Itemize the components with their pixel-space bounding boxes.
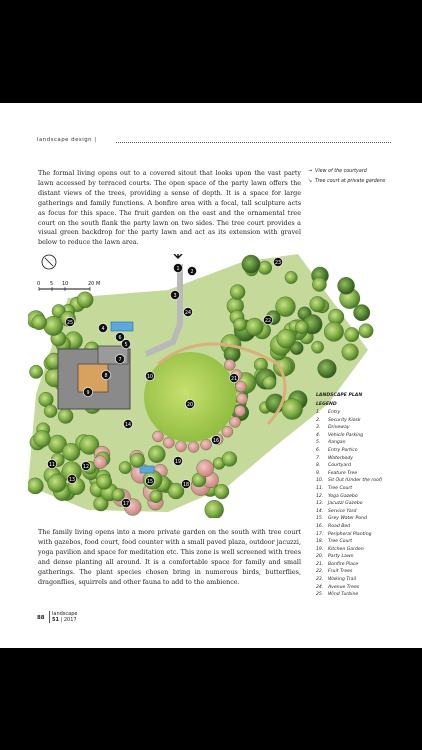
legend-title: LANDSCAPE PLAN xyxy=(316,393,363,398)
legend-item xyxy=(316,577,416,585)
plan-marker-label: 7 xyxy=(118,357,122,363)
entry-arrow xyxy=(174,254,182,258)
tree-canopy xyxy=(112,488,125,501)
tree-canopy xyxy=(44,316,63,335)
caption-courtyard xyxy=(308,169,418,179)
legend-item xyxy=(316,539,416,547)
scale-label-0: 0 xyxy=(37,281,41,287)
legend-item xyxy=(316,592,416,600)
tree-canopy xyxy=(277,329,296,348)
legend-item-label: Avenue Trees xyxy=(328,584,360,590)
legend-item xyxy=(316,494,416,502)
plan-marker-label: 12 xyxy=(82,464,90,470)
tree-canopy xyxy=(119,461,131,473)
plan-marker-label: 25 xyxy=(66,320,74,326)
tree-canopy xyxy=(312,277,326,291)
issue-year: | 2017 xyxy=(60,617,77,623)
magazine-page xyxy=(0,103,422,648)
legend-item-label: Wind Turbine xyxy=(328,592,359,598)
legend-item-label: Entry xyxy=(328,410,341,415)
tree-canopy xyxy=(230,417,241,428)
plan-marker xyxy=(101,370,110,379)
legend-item-label: Sit Out (Under the roof) xyxy=(328,478,383,484)
plan-marker-label: 23 xyxy=(274,260,282,266)
plan-marker xyxy=(121,498,130,507)
legend-item xyxy=(316,569,416,577)
legend-item-label: Waterbody xyxy=(328,455,353,461)
tree-canopy xyxy=(354,305,370,321)
legend-item-label: Tree Court xyxy=(328,539,353,545)
arrow-down-icon xyxy=(174,254,182,258)
plan-marker-label: 5 xyxy=(124,342,128,348)
legend-item-label: Tree Court xyxy=(328,485,353,491)
legend-item xyxy=(316,532,416,540)
page-number: 88 xyxy=(37,615,45,621)
legend-item-number: 11. xyxy=(316,485,324,491)
caption-text: Tree court at private gardens xyxy=(315,179,386,184)
tree-canopy xyxy=(246,318,264,336)
plan-marker xyxy=(65,317,74,326)
grey-water-pond xyxy=(140,466,154,473)
tree-canopy xyxy=(222,426,233,437)
plan-marker xyxy=(187,266,196,275)
north-and-scale xyxy=(37,255,100,291)
issue-number: 51 xyxy=(52,617,59,623)
legend-item xyxy=(316,486,416,494)
legend-item-number: 8. xyxy=(316,463,321,469)
legend-item xyxy=(316,524,416,532)
plan-marker-label: 17 xyxy=(122,501,130,507)
plan-marker xyxy=(115,354,124,363)
section-label: landscape design | xyxy=(37,137,97,143)
plan-marker xyxy=(181,479,190,488)
legend-item xyxy=(316,501,416,509)
tree-canopy xyxy=(94,456,107,469)
legend-item-label: Bonfire Place xyxy=(328,561,359,567)
legend-item-number: 10. xyxy=(316,478,324,484)
tree-canopy xyxy=(163,437,174,448)
scale-label-20m: 20 M xyxy=(88,281,101,287)
tree-canopy xyxy=(282,399,303,420)
legend-item-label: Entry Portico xyxy=(328,447,358,453)
footer-separator xyxy=(49,611,50,623)
legend-item-label: Driveway xyxy=(328,425,350,431)
bottom-paragraph: The family living opens into a more private garden on the south with tree court with gazebos, food court, food counter with a small paved plaza, outdoor jacuzzi, yoga pavilion and space for meditation etc. This zone is well screened with trees and dense planting all around. It is a comfortable space for family and small gatherings. The plant species chosen bring in numerous birds, butterflies, dragonflies, squirrels and other fauna to add to the ambience. xyxy=(38,528,301,586)
plan-marker-label: 8 xyxy=(104,373,108,379)
tree-canopy xyxy=(295,321,308,334)
plan-marker-label: 20 xyxy=(186,402,194,408)
tree-canopy xyxy=(44,405,57,418)
plan-marker-label: 21 xyxy=(230,376,238,382)
legend-item-number: 25. xyxy=(316,592,324,598)
plan-marker-label: 19 xyxy=(174,459,182,465)
plan-marker xyxy=(185,399,194,408)
photo-captions xyxy=(308,169,418,189)
legend-item-number: 5. xyxy=(316,440,321,446)
plan-marker-label: 24 xyxy=(184,310,192,316)
plan-marker xyxy=(183,307,192,316)
legend-item-label: Peripheral Planting xyxy=(328,531,372,537)
tree-canopy xyxy=(235,405,246,416)
tree-canopy xyxy=(29,365,42,378)
legend-item-label: Fruit Trees xyxy=(328,569,353,575)
plan-marker-label: 13 xyxy=(68,477,76,483)
legend-item-label: Vehicle Parking xyxy=(328,432,364,438)
legend-item xyxy=(316,410,416,418)
legend-item-number: 24. xyxy=(316,584,324,590)
plan-marker xyxy=(145,476,154,485)
tree-canopy xyxy=(28,478,43,494)
legend-item-label: Grey Water Pond xyxy=(328,516,367,522)
plan-marker-label: 18 xyxy=(182,482,190,488)
plan-marker-label: 9 xyxy=(86,390,90,396)
tree-canopy xyxy=(237,393,248,404)
plan-marker xyxy=(81,461,90,470)
magazine-name: landscape xyxy=(52,611,78,617)
tree-canopy xyxy=(324,322,343,341)
plan-legend xyxy=(316,393,416,600)
tree-canopy xyxy=(342,344,359,361)
section-header xyxy=(37,137,397,147)
tree-canopy xyxy=(205,500,224,518)
tree-canopy xyxy=(77,292,93,308)
plan-marker xyxy=(83,387,92,396)
legend-item xyxy=(316,478,416,486)
legend-subtitle: LEGEND xyxy=(316,402,337,407)
legend-item-label: Road Bed xyxy=(328,523,351,529)
plan-marker xyxy=(173,456,182,465)
tree-canopy xyxy=(201,439,212,450)
tree-canopy xyxy=(285,271,297,283)
plan-marker-label: 11 xyxy=(48,462,56,468)
plan-marker-label: 2 xyxy=(190,269,194,275)
legend-item-label: Feature Tree xyxy=(328,470,358,476)
legend-item-number: 21. xyxy=(316,561,324,567)
legend-item-number: 4. xyxy=(316,432,321,438)
tree-canopy xyxy=(263,376,276,389)
legend-item xyxy=(316,554,416,562)
plan-marker-label: 4 xyxy=(101,326,105,332)
tree-canopy xyxy=(48,474,66,492)
tree-canopy xyxy=(338,277,355,294)
legend-item-number: 13. xyxy=(316,501,324,507)
tree-canopy xyxy=(318,359,337,378)
plan-marker xyxy=(211,435,220,444)
legend-item-number: 18. xyxy=(316,539,324,545)
header-dotted-rule xyxy=(116,142,391,143)
legend-item-label: Yoga Gazebo xyxy=(328,493,358,499)
legend-item-label: Security Kiosk xyxy=(328,417,361,423)
tree-canopy xyxy=(32,315,47,330)
legend-item-label: Aangan xyxy=(328,440,346,446)
tree-canopy xyxy=(150,490,163,503)
plan-marker-label: 10 xyxy=(146,374,154,380)
plan-marker xyxy=(170,290,179,299)
scale-label-5: 5 xyxy=(50,281,54,287)
legend-item xyxy=(316,463,416,471)
tree-canopy xyxy=(176,441,187,452)
legend-item-number: 1. xyxy=(316,410,321,415)
plan-marker-label: 16 xyxy=(212,438,220,444)
plan-marker xyxy=(67,474,76,483)
tree-canopy xyxy=(310,296,326,312)
plan-marker xyxy=(229,373,238,382)
tree-canopy xyxy=(359,324,373,338)
legend-item-number: 2. xyxy=(316,417,321,423)
plan-marker xyxy=(47,459,56,468)
caption-text: View of the courtyard xyxy=(315,169,367,174)
tree-canopy xyxy=(242,255,260,273)
tree-canopy xyxy=(148,446,165,463)
intro-paragraph: The formal living opens out to a covered sitout that looks upon the vast party lawn accessed by terraced courts. The open space of the party lawn offers the distant views of the trees, providing a sense of depth. It is a space for large gatherings and family functions. A bonfire area with a focal, tall sculpture acts as focus for this space. The fruit garden on the east and the ornamental tree court on the south flank the party lawn on two sides. The tree court provides a visual green backdrop for the party lawn and act as its extension with gravel below to reduce the lawn area. xyxy=(38,169,301,247)
legend-item-label: Kitchen Garden xyxy=(328,546,364,552)
tree-canopy xyxy=(258,261,272,275)
legend-item-label: Waking Trail xyxy=(328,577,357,583)
arrow-down-right-icon: ↘ xyxy=(308,179,313,184)
plan-marker-label: 6 xyxy=(118,335,122,341)
legend-item xyxy=(316,440,416,448)
legend-item-label: Party Lawn xyxy=(328,554,354,560)
legend-item-number: 22. xyxy=(316,569,324,575)
legend-item-label: Jacuzzi Gazebo xyxy=(328,501,363,507)
tree-canopy xyxy=(58,409,73,424)
legend-item-number: 16. xyxy=(316,523,324,529)
tree-canopy xyxy=(235,381,246,392)
legend-item-label: Service Yard xyxy=(328,508,357,514)
tree-canopy xyxy=(34,430,51,447)
plan-marker xyxy=(123,419,132,428)
lawn-ellipse xyxy=(144,352,236,442)
plan-marker-label: 15 xyxy=(146,479,154,485)
arrow-right-icon: → xyxy=(308,169,313,174)
plan-marker xyxy=(115,332,124,341)
legend-item-number: 17. xyxy=(316,531,324,537)
issue-info xyxy=(52,617,77,623)
tree-canopy xyxy=(214,484,229,499)
legend-item-number: 19. xyxy=(316,546,324,552)
plan-marker xyxy=(145,371,154,380)
legend-item xyxy=(316,448,416,456)
legend-item-number: 3. xyxy=(316,425,321,431)
tree-canopy xyxy=(234,318,247,331)
scale-label-10: 10 xyxy=(62,281,69,287)
tree-canopy xyxy=(96,474,111,489)
waterbody-pool xyxy=(111,322,133,331)
plan-marker xyxy=(173,263,182,272)
legend-item-number: 12. xyxy=(316,493,324,499)
tree-canopy xyxy=(222,452,237,467)
tree-canopy xyxy=(312,341,324,353)
legend-item xyxy=(316,425,416,433)
tree-canopy xyxy=(230,285,245,300)
legend-item-number: 7. xyxy=(316,455,321,461)
tree-canopy xyxy=(130,453,145,468)
legend-item-number: 20. xyxy=(316,554,324,560)
tree-canopy xyxy=(345,327,359,341)
legend-item-number: 15. xyxy=(316,516,324,522)
legend-item-number: 9. xyxy=(316,470,321,476)
tree-canopy xyxy=(188,441,199,452)
legend-item-label: Courtyard xyxy=(328,463,351,469)
caption-tree-court xyxy=(308,179,418,189)
legend-item-number: 23. xyxy=(316,577,324,583)
legend-items xyxy=(316,410,416,600)
plan-marker-label: 14 xyxy=(124,422,132,428)
plan-marker xyxy=(263,315,272,324)
legend-item-number: 14. xyxy=(316,508,324,514)
tree-canopy xyxy=(224,359,235,370)
plan-marker xyxy=(273,257,282,266)
plan-marker-label: 1 xyxy=(176,266,180,272)
plan-marker xyxy=(98,323,107,332)
plan-marker-label: 3 xyxy=(173,293,177,299)
tree-canopy xyxy=(197,460,214,477)
legend-item xyxy=(316,516,416,524)
legend-item-number: 6. xyxy=(316,447,321,453)
plan-marker-label: 22 xyxy=(264,318,272,324)
